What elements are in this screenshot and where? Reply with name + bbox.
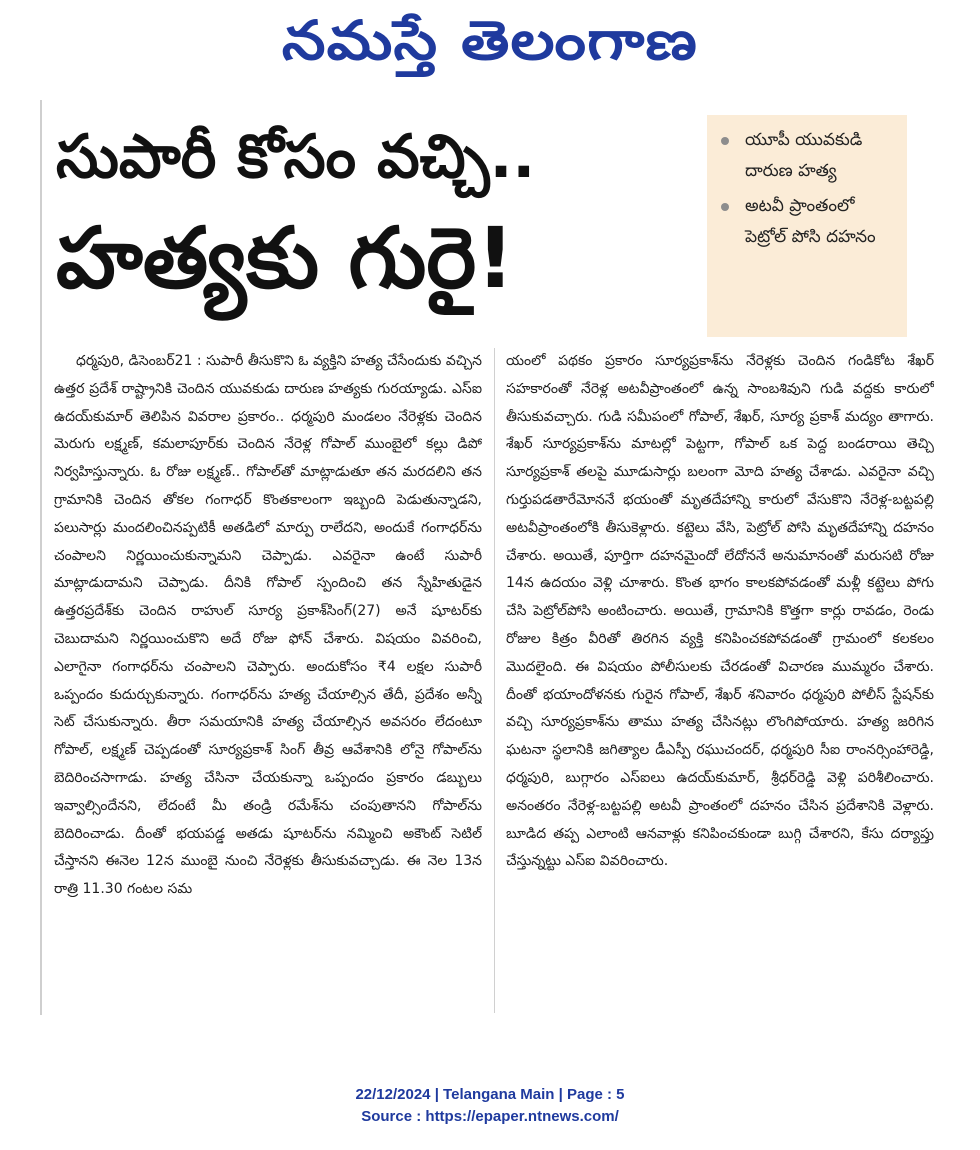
headline bbox=[56, 112, 706, 314]
article bbox=[40, 100, 942, 1015]
footer bbox=[0, 1084, 980, 1128]
highlight-item bbox=[707, 191, 907, 253]
highlight-item bbox=[707, 125, 907, 187]
newspaper-logo: నమస్తే తెలంగాణ bbox=[281, 9, 699, 72]
footer-edition-info: 22/12/2024 | Telangana Main | Page : 5 bbox=[355, 1086, 625, 1103]
headline-line-1: సుపారీ కోసం వచ్చి.. bbox=[56, 122, 536, 192]
body-column-left: ధర్మపురి, డిసెంబర్21 : సుపారీ తీసుకొని ఓ వ్యక్తిని హత్య చేసేందుకు వచ్చిన ఉత్తర ప్రదేశ్ రాష్ట్రానికి చెందిన యువకుడు దారుణ హత్యకు గురయ్యాడు. ఎస్ఐ ఉదయ్‌కుమార్ తెలిపిన వివరాల ప్రకారం.. ధర్మపురి మండలం నేరెళ్లకు చెందిన మెరుగు లక్ష్మణ్, కమలాపూర్‌కు చెందిన నేరెళ్ల గోపాల్ ముంబైలో కల్లు డిపో నిర్వహిస్తున్నారు. ఓ రోజు లక్ష్మణ్.. గోపాల్‌తో మాట్లాడుతూ తన మరదలిని తన గ్రామానికి చెందిన తోకల గంగాధర్ కొంతకాలంగా ఇబ్బంది పెడుతున్నాడని, పలుసార్లు మందలించినప్పటికీ అతడిలో మార్పు రాలేదని, అందుకే గంగాధర్‌ను చంపాలని నిర్ణయించుకున్నామని చెప్పాడు. ఎవరైనా ఉంటే సుపారీ మాట్లాడుదామని చెప్పాడు. దీనికి గోపాల్ స్పందించి తన స్నేహితుడైన ఉత్తరప్రదేశ్‌కు చెందిన రాహుల్ సూర్య ప్రకాశ్‌సింగ్(27) అనే షూటర్‌కు చెబుదామని నిర్ణయించుకొని అదే రోజు ఫోన్ చేశారు. విషయం వివరించి, ఎలాగైనా గంగాధర్‌ను చంపాలని చెప్పారు. అందుకోసం ₹4 లక్షల సుపారీ ఒప్పందం కుదుర్చుకున్నారు. గంగాధర్‌ను హత్య చేయాల్సిన తేదీ, ప్రదేశం అన్నీ సెట్ చేసుకున్నారు. తీరా సమయానికి హత్య చేయాల్సిన అవసరం లేదంటూ గోపాల్, లక్ష్మణ్ చెప్పడంతో సూర్యప్రకాశ్ సింగ్ తీవ్ర ఆవేశానికి లోనై గోపాల్‌ను బెదిరించసాగాడు. హత్య చేసినా చేయకున్నా ఒప్పందం ప్రకారం డబ్బులు ఇవ్వాల్సిందేనని, లేదంటే మీ తండ్రి రమేశ్‌ను చంపుతానని గోపాల్‌ను బెదిరించాడు. దీంతో భయపడ్డ అతడు షూటర్‌ను నమ్మించి అకౌంట్ సెటిల్ చేస్తానని ఈనెల 12న ముంబై నుంచి నేరెళ్లకు తీసుకువచ్చాడు. ఈ నెల 13న రాత్రి 11.30 గంటల సమ bbox=[54, 353, 482, 898]
highlights-box bbox=[707, 115, 907, 337]
highlight-text: యూపీ యువకుడి దారుణ హత్య bbox=[745, 130, 863, 181]
column-divider bbox=[494, 348, 495, 1013]
bullet-icon bbox=[721, 203, 729, 211]
article-body bbox=[54, 348, 934, 1013]
masthead bbox=[0, 0, 980, 90]
bullet-icon bbox=[721, 137, 729, 145]
highlight-text: అటవీ ప్రాంతంలో పెట్రోల్ పోసి దహనం bbox=[745, 196, 876, 247]
headline-line-2: హత్యకు గురై! bbox=[56, 209, 515, 307]
footer-source: Source : https://epaper.ntnews.com/ bbox=[361, 1108, 619, 1125]
body-column-right: యంలో పథకం ప్రకారం సూర్యప్రకాశ్‌ను నేరెళ్లకు చెందిన గండికోట శేఖర్ సహకారంతో నేరెళ్ల అటవీప్రాంతంలో ఉన్న సాంబశివుని గుడి వద్దకు కారులో తీసుకువచ్చారు. గుడి సమీపంలో గోపాల్, శేఖర్, సూర్య ప్రకాశ్ మద్యం తాగారు. శేఖర్ సూర్యప్రకాశ్‌ను మాటల్లో పెట్టగా, గోపాల్ ఒక పెద్ద బండరాయి తెచ్చి సూర్యప్రకాశ్ తలపై మూడుసార్లు బలంగా మోది హత్య చేశాడు. ఎవరైనా వచ్చి గుర్తుపడతారేమోననే భయంతో మృతదేహాన్ని కారులో వేసుకొని నేరెళ్ల-బట్టపల్లి అటవీప్రాంతంలోకి తీసుకెళ్లారు. కట్టెలు వేసి, పెట్రోల్ పోసి మృతదేహాన్ని దహనం చేశారు. అయితే, పూర్తిగా దహనమైందో లేదోననే అనుమానంతో మరుసటి రోజు 14న ఉదయం వెళ్లి చూశారు. కొంత భాగం కాలకపోవడంతో మళ్లీ కట్టెలు పోగు చేసి పెట్రోల్‌పోసి అంటించారు. అయితే, గ్రామానికి కొత్తగా కార్లు రావడం, రెండు రోజుల కిత్రం వీరితో తిరగిన వ్యక్తి కనిపించకపోవడంతో గ్రామంలో కలకలం మొదలైంది. ఈ విషయం పోలీసులకు చేరడంతో విచారణ ముమ్మరం చేశారు. దీంతో భయాందోళనకు గురైన గోపాల్, శేఖర్ శనివారం ధర్మపురి పోలీస్ స్టేషన్‌కు వచ్చి సూర్యప్రకాశ్‌ను తాము హత్య చేసినట్లు లొంగిపోయారు. హత్య జరిగిన ఘటనా స్థలానికి జగిత్యాల డీఎస్పీ రఘుచందర్, ధర్మపురి సీఐ రాంనర్సింహారెడ్డి, ధర్మపురి, బుగ్గారం ఎస్ఐలు ఉదయ్‌కుమార్, శ్రీధర్‌రెడ్డి వెళ్లి పరిశీలించారు. అనంతరం నేరెళ్ల-బట్టపల్లి అటవీ ప్రాంతంలో దహనం చేసిన ప్రదేశానికి వెళ్లారు. బూడిద తప్ప ఎలాంటి ఆనవాళ్లు కనిపించకుండా బుగ్గి చేశారని, కేసు దర్యాప్తు చేస్తున్నట్టు ఎస్ఐ వివరించారు. bbox=[506, 353, 934, 870]
